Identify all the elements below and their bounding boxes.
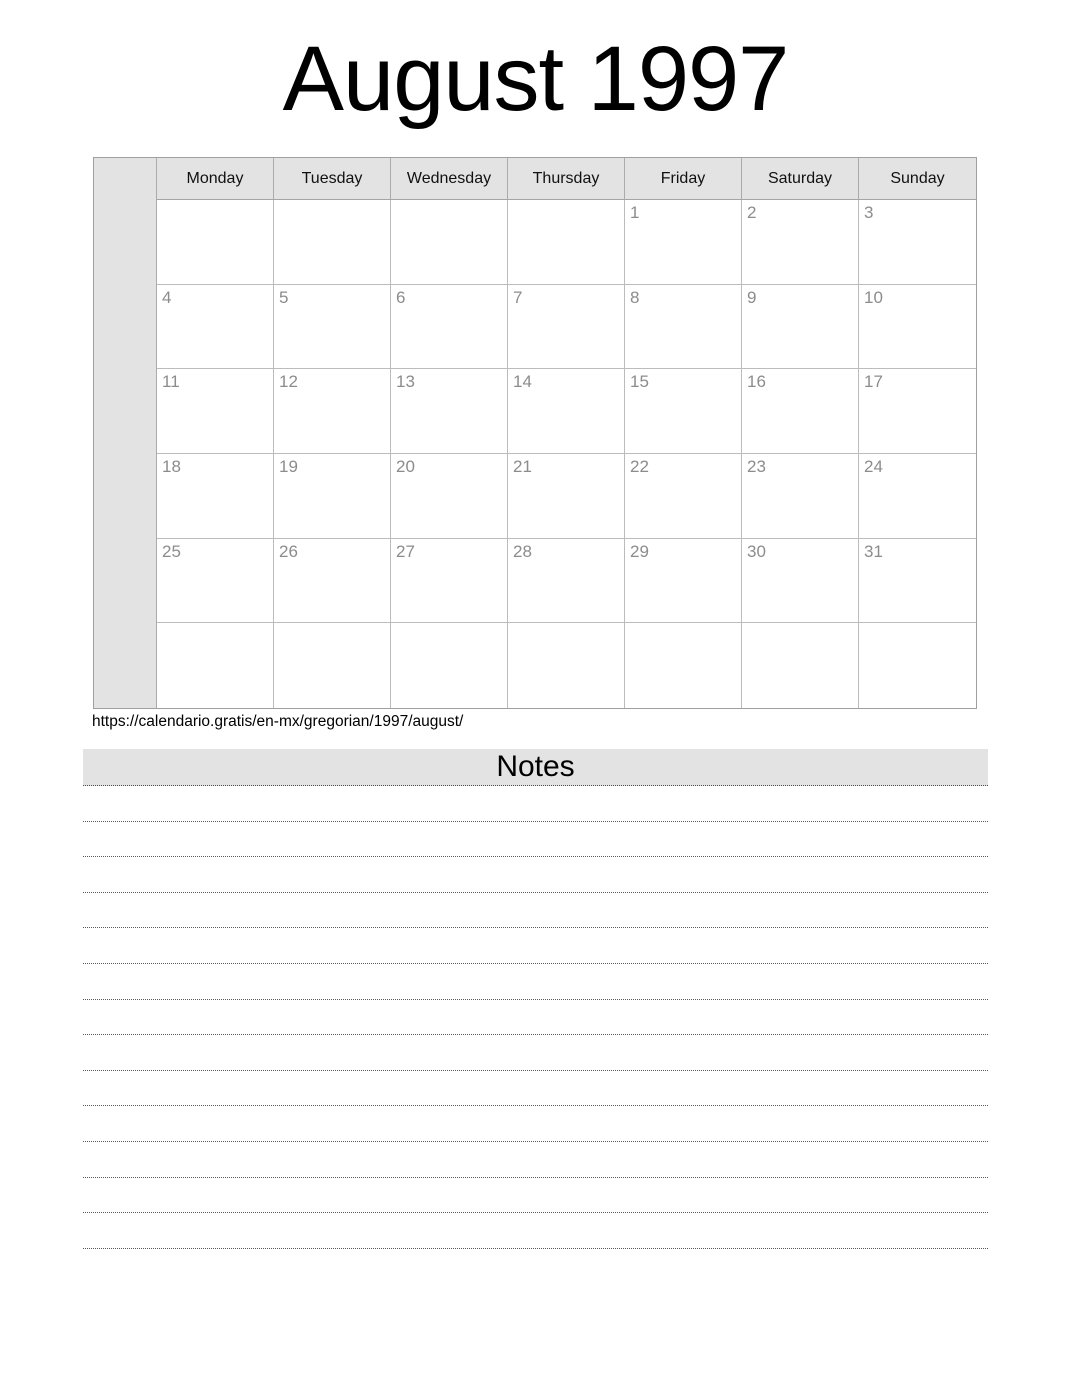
notes-header — [83, 749, 988, 786]
calendar-cell — [508, 200, 625, 285]
calendar-cell: 26 — [274, 539, 391, 624]
calendar-cell: 9 — [742, 285, 859, 370]
calendar-cell: 17 — [859, 369, 976, 454]
note-line — [83, 786, 988, 822]
note-line — [83, 928, 988, 964]
day-header-saturday: Saturday — [742, 158, 859, 200]
note-line — [83, 1000, 988, 1036]
calendar-cell — [625, 623, 742, 708]
day-header-friday: Friday — [625, 158, 742, 200]
day-header-monday: Monday — [157, 158, 274, 200]
calendar-cell: 6 — [391, 285, 508, 370]
calendar-cell: 4 — [157, 285, 274, 370]
note-line — [83, 1142, 988, 1178]
note-line — [83, 1178, 988, 1214]
calendar-cell: 22 — [625, 454, 742, 539]
calendar-cell — [274, 623, 391, 708]
calendar-cell — [859, 623, 976, 708]
note-line — [83, 893, 988, 929]
calendar-cell: 5 — [274, 285, 391, 370]
calendar-cell: 1 — [625, 200, 742, 285]
calendar-cell: 28 — [508, 539, 625, 624]
notes-lines — [83, 786, 988, 1249]
calendar-cell: 31 — [859, 539, 976, 624]
calendar-cell: 3 — [859, 200, 976, 285]
calendar-cell: 11 — [157, 369, 274, 454]
note-line — [83, 1213, 988, 1249]
calendar-cell: 16 — [742, 369, 859, 454]
calendar-cell: 19 — [274, 454, 391, 539]
day-header-thursday: Thursday — [508, 158, 625, 200]
day-header-tuesday: Tuesday — [274, 158, 391, 200]
calendar-cell: 24 — [859, 454, 976, 539]
calendar-cell — [157, 623, 274, 708]
calendar-cell — [391, 623, 508, 708]
calendar-cell: 23 — [742, 454, 859, 539]
calendar-cell: 30 — [742, 539, 859, 624]
note-line — [83, 964, 988, 1000]
source-url-text: https://calendario.gratis/en-mx/gregorian/1997/august/ — [92, 713, 464, 730]
calendar-cell: 20 — [391, 454, 508, 539]
calendar-cell: 2 — [742, 200, 859, 285]
calendar-cell — [508, 623, 625, 708]
note-line — [83, 822, 988, 858]
calendar-cell: 8 — [625, 285, 742, 370]
note-line — [83, 1071, 988, 1107]
calendar-cell: 29 — [625, 539, 742, 624]
calendar-side-strip — [94, 158, 157, 708]
calendar-cell — [742, 623, 859, 708]
note-line — [83, 1035, 988, 1071]
calendar-cell: 12 — [274, 369, 391, 454]
page-title: August 1997 — [282, 28, 789, 130]
calendar-cell — [274, 200, 391, 285]
calendar-cell: 27 — [391, 539, 508, 624]
calendar-table — [93, 157, 977, 709]
note-line — [83, 1106, 988, 1142]
calendar-cell: 25 — [157, 539, 274, 624]
calendar-cell: 7 — [508, 285, 625, 370]
notes-title: Notes — [496, 750, 575, 783]
calendar-cell — [391, 200, 508, 285]
calendar-cell: 21 — [508, 454, 625, 539]
calendar-cell: 18 — [157, 454, 274, 539]
calendar-cell: 13 — [391, 369, 508, 454]
day-header-wednesday: Wednesday — [391, 158, 508, 200]
note-line — [83, 857, 988, 893]
calendar-cell: 15 — [625, 369, 742, 454]
day-header-sunday: Sunday — [859, 158, 976, 200]
calendar-cell — [157, 200, 274, 285]
calendar-cell: 14 — [508, 369, 625, 454]
calendar-cell: 10 — [859, 285, 976, 370]
